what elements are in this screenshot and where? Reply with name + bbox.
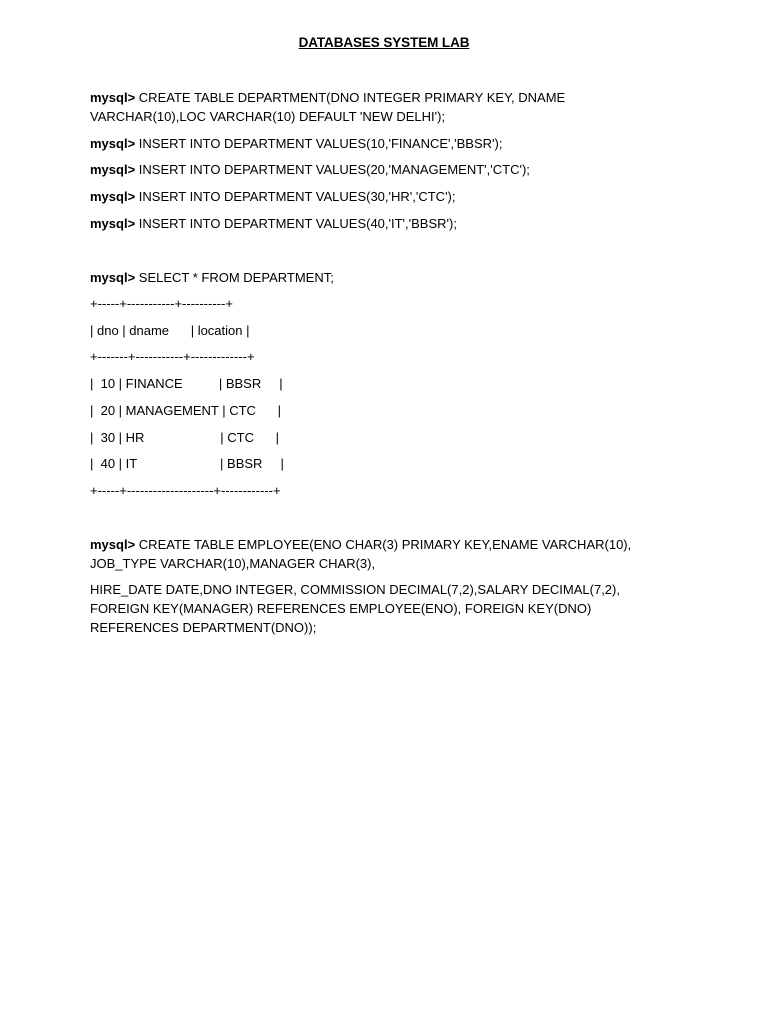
sql-statement-create-department	[90, 88, 680, 126]
result-table-border-mid: +-------+-----------+-------------+	[90, 349, 255, 364]
mysql-prompt: mysql>	[90, 537, 136, 552]
sql-statement-select	[90, 268, 690, 287]
sql-statement-insert-20	[90, 160, 690, 179]
sql-text: INSERT INTO DEPARTMENT VALUES(10,'FINANCE','BBSR');	[138, 136, 503, 151]
sql-statement-create-employee-continued: HIRE_DATE DATE,DNO INTEGER, COMMISSION DECIMAL(7,2),SALARY DECIMAL(7,2), FOREIGN KEY(MANAGER) REFERENCES EMPLOYEE(ENO), FOREIGN KEY(DNO) REFERENCES DEPARTMENT(DNO));	[90, 582, 620, 635]
mysql-prompt: mysql>	[90, 216, 136, 231]
result-table-border-bottom: +-----+--------------------+------------+	[90, 483, 281, 498]
sql-text: SELECT * FROM DEPARTMENT;	[138, 270, 334, 285]
sql-text: INSERT INTO DEPARTMENT VALUES(20,'MANAGEMENT','CTC');	[138, 162, 530, 177]
result-table-row: | 20 | MANAGEMENT | CTC |	[90, 403, 281, 418]
result-table-row: | 10 | FINANCE | BBSR |	[90, 376, 283, 391]
mysql-prompt: mysql>	[90, 162, 136, 177]
sql-statement-insert-30	[90, 187, 690, 206]
sql-statement-insert-40	[90, 214, 690, 233]
mysql-prompt: mysql>	[90, 270, 136, 285]
sql-text: CREATE TABLE EMPLOYEE(ENO CHAR(3) PRIMARY KEY,ENAME VARCHAR(10), JOB_TYPE VARCHAR(10),MANAGER CHAR(3),	[90, 537, 632, 571]
result-table-row: | 40 | IT | BBSR |	[90, 456, 284, 471]
mysql-prompt: mysql>	[90, 90, 136, 105]
mysql-prompt: mysql>	[90, 136, 136, 151]
result-table-header: | dno | dname | location |	[90, 323, 250, 338]
sql-text: CREATE TABLE DEPARTMENT(DNO INTEGER PRIMARY KEY, DNAME VARCHAR(10),LOC VARCHAR(10) DEFAULT 'NEW DELHI');	[90, 90, 566, 124]
sql-text: INSERT INTO DEPARTMENT VALUES(40,'IT','BBSR');	[138, 216, 457, 231]
sql-statement-insert-10	[90, 134, 690, 153]
sql-statement-create-employee	[90, 535, 680, 573]
result-table-border-top: +-----+-----------+----------+	[90, 296, 233, 311]
result-table-row: | 30 | HR | CTC |	[90, 430, 280, 445]
sql-text: INSERT INTO DEPARTMENT VALUES(30,'HR','CTC');	[138, 189, 456, 204]
document-title: DATABASES SYSTEM LAB	[298, 35, 470, 50]
mysql-prompt: mysql>	[90, 189, 136, 204]
